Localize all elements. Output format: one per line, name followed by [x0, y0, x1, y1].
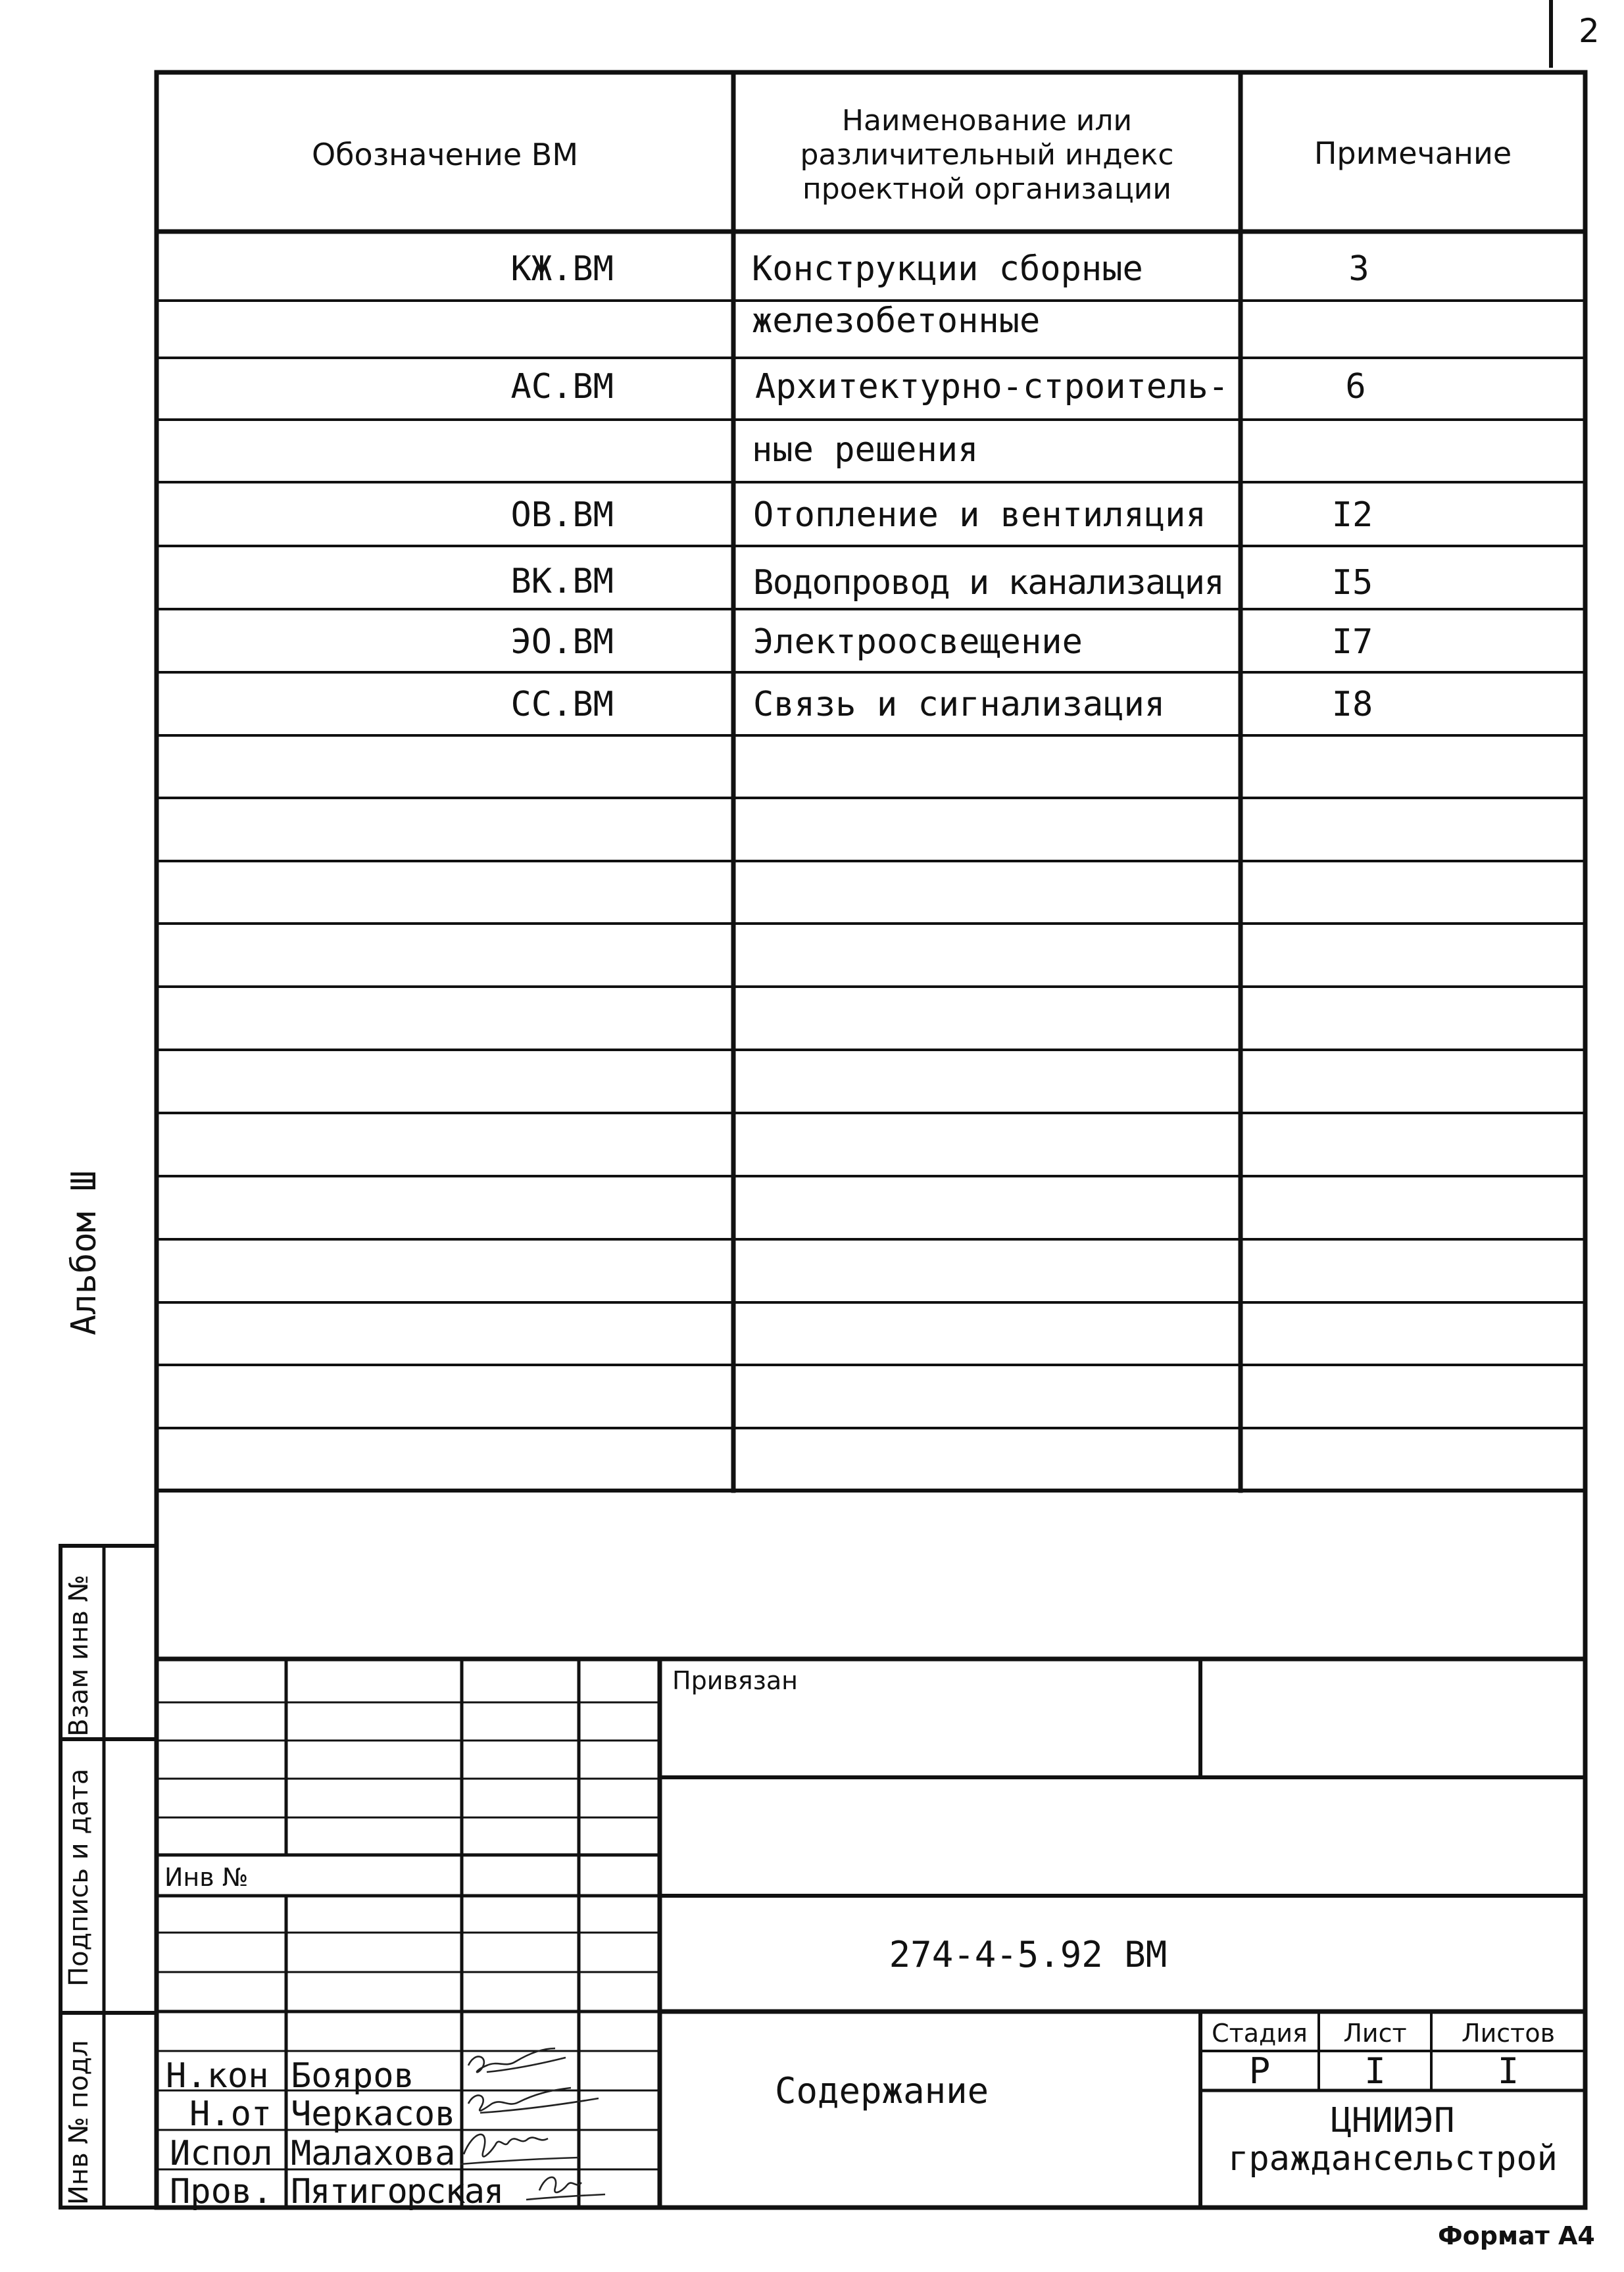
format-label: Формат А4 — [1438, 2221, 1595, 2250]
signer-name: Черкасов — [291, 2094, 456, 2134]
sheet-title: Содержание — [775, 2070, 989, 2111]
list-label: Лист — [1343, 2019, 1407, 2048]
row-name: Электроосвещение — [753, 622, 1083, 662]
row-note: I2 — [1331, 495, 1373, 535]
signer-role: Н.кон — [166, 2056, 269, 2096]
listov-label: Листов — [1462, 2019, 1555, 2048]
header-name-line-2: различительный индекс — [800, 138, 1174, 172]
signer-name: Пятигорская — [291, 2172, 503, 2211]
row-note: I8 — [1331, 685, 1373, 724]
row-code: ОВ.ВМ — [510, 495, 614, 535]
header-name-line-1: Наименование или — [841, 104, 1133, 137]
stadiya-label: Стадия — [1212, 2019, 1308, 2048]
page-number: 2 — [1579, 12, 1600, 50]
inv-no-label: Инв № — [164, 1863, 249, 1892]
row-note: I5 — [1331, 563, 1373, 603]
row-name: железобетонные — [752, 301, 1041, 341]
row-code: ВК.ВМ — [510, 562, 614, 601]
album-label: Альбом Ш — [64, 1170, 104, 1335]
stadiya-value: Р — [1248, 2050, 1271, 2092]
inv-podl-label: Инв № подл — [64, 2040, 94, 2205]
signer-name: Бояров — [291, 2056, 414, 2096]
signer-role: Н.от — [189, 2094, 272, 2134]
vzam-inv-label: Взам инв № — [64, 1574, 94, 1737]
header-designation: Обозначение ВМ — [311, 137, 579, 172]
row-name: Отопление и вентиляция — [753, 495, 1206, 535]
document-code: 274-4-5.92 ВМ — [889, 1934, 1168, 1975]
organization-line-1: ЦНИИЭП — [1331, 2101, 1455, 2140]
row-name: Связь и сигнализация — [753, 685, 1166, 724]
row-code: ЭО.ВМ — [510, 622, 614, 662]
row-note: 6 — [1345, 367, 1366, 407]
row-name: ные решения — [752, 430, 979, 470]
row-code: АС.ВМ — [510, 367, 614, 407]
signer-name: Малахова — [291, 2134, 456, 2173]
row-code: КЖ.ВМ — [510, 249, 614, 289]
row-code: СС.ВМ — [510, 685, 614, 724]
signer-role: Пров. — [170, 2172, 273, 2211]
listov-value: I — [1497, 2050, 1519, 2092]
row-note: 3 — [1348, 249, 1369, 289]
list-value: I — [1364, 2050, 1386, 2092]
row-name: Архитектурно-строитель- — [755, 367, 1229, 407]
podpis-data-label: Подпись и дата — [64, 1768, 94, 1987]
header-name — [733, 104, 1241, 207]
row-name: Конструкции сборные — [752, 249, 1143, 289]
header-note: Примечание — [1314, 136, 1512, 171]
row-name: Водопровод и канализация — [753, 563, 1224, 603]
organization-line-2: граждансельстрой — [1228, 2139, 1558, 2179]
row-note: I7 — [1331, 622, 1373, 662]
header-name-line-3: проектной организации — [802, 172, 1171, 206]
signer-role: Испол — [170, 2134, 273, 2173]
privyazan-label: Привязан — [672, 1666, 798, 1695]
